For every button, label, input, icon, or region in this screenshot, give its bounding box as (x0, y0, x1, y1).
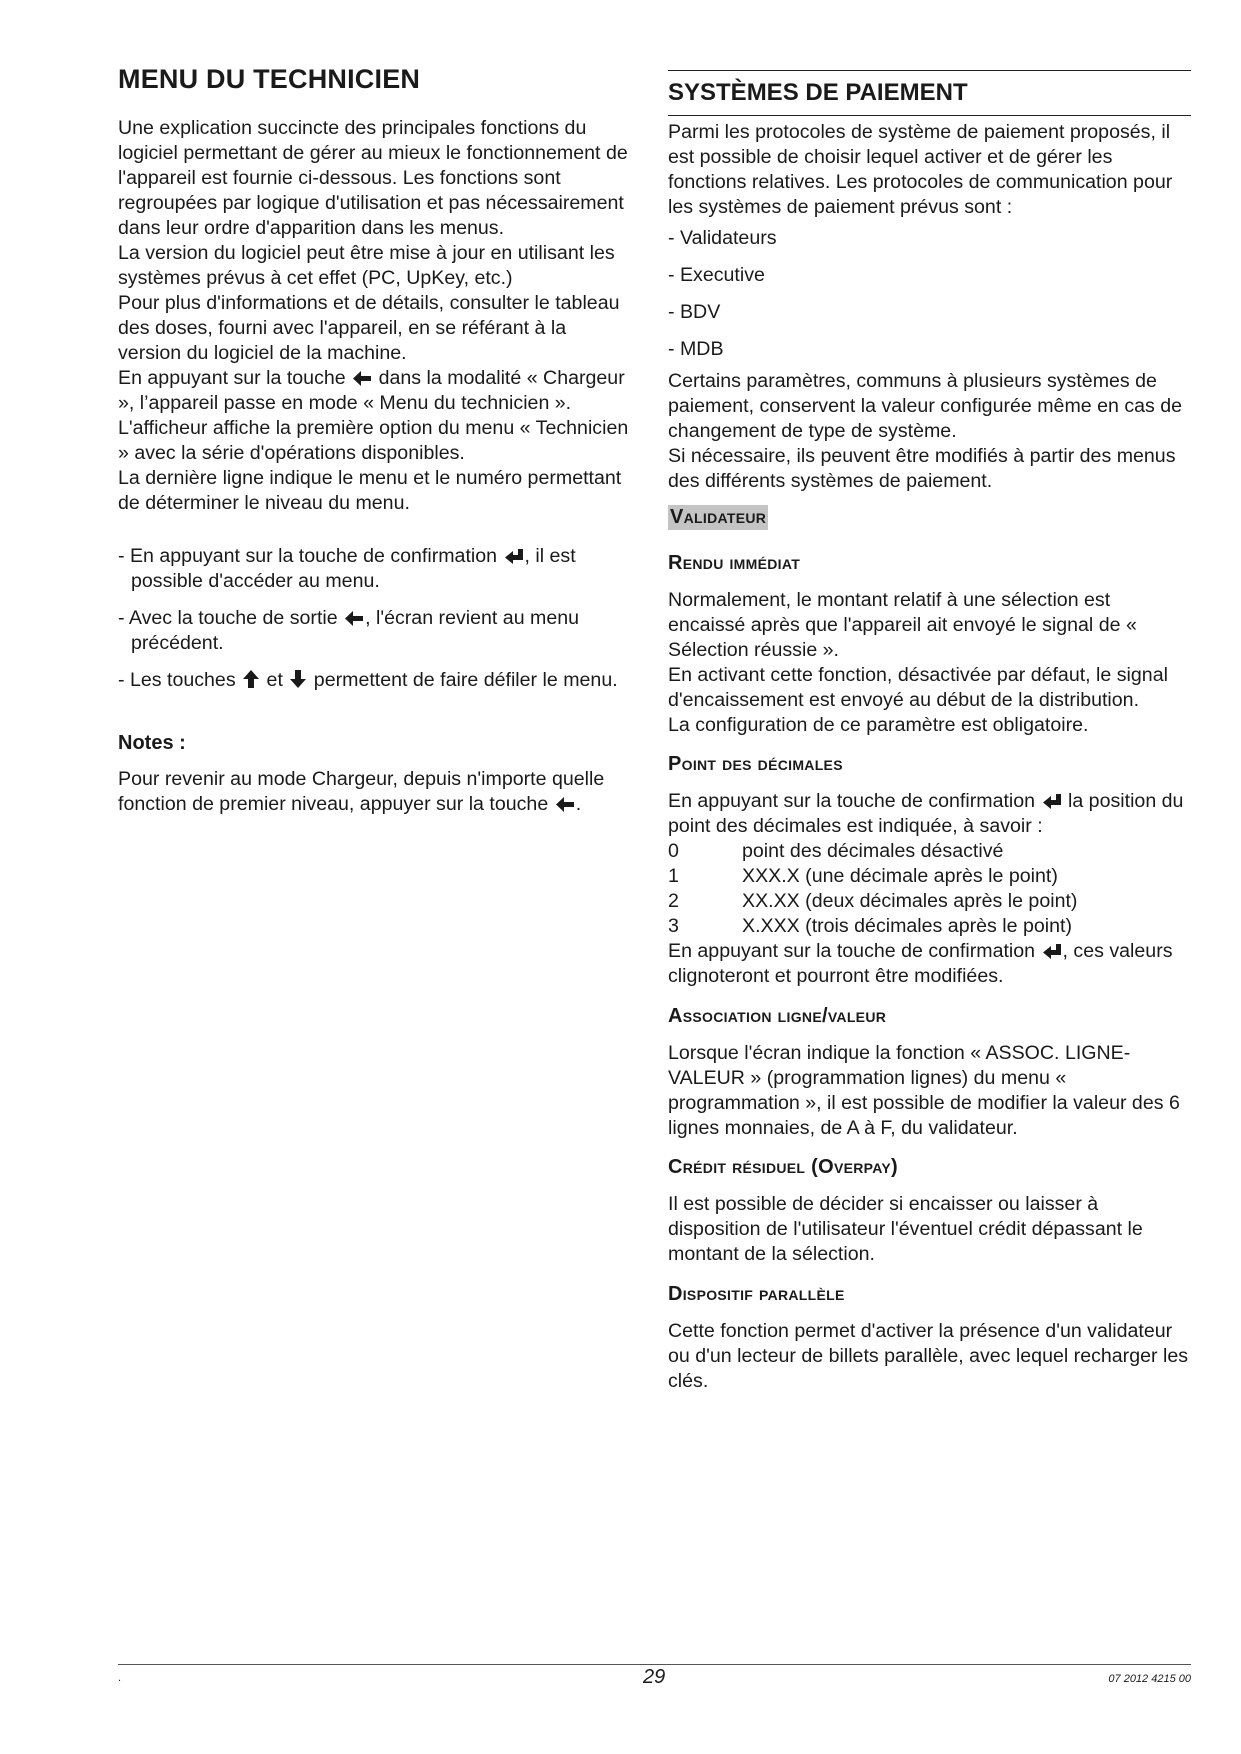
derniere-ligne-paragraph: La dernière ligne indique le menu et le numéro permettant de déterminer le niveau du menu. (118, 467, 622, 514)
decimal-row (668, 889, 1191, 914)
text: , il est possible d'accéder au menu. (131, 545, 576, 592)
notes-block (118, 731, 630, 817)
back-arrow-icon (352, 370, 372, 387)
text: - Avec la touche de sortie (118, 607, 338, 629)
params-paragraph: Certains paramètres, communs à plusieurs systèmes de paiement, conservent la valeur configurée même en cas de changement de type de système. (668, 370, 1183, 442)
document-code: 07 2012 4215 00 (1108, 1673, 1191, 1685)
page-number: 29 (643, 1666, 666, 1688)
bullet-exit (118, 606, 630, 656)
afficheur-paragraph: L'afficheur affiche la première option du menu « Technicien » avec la série d'opérations disponibles. (118, 417, 629, 464)
paragraph: La configuration de ce paramètre est obligatoire. (668, 714, 1089, 736)
rendu-immediat-body (668, 588, 1191, 738)
decimal-number: 2 (668, 890, 679, 912)
text: dans la modalité « Chargeur », l’appareil passe en mode « Menu du technicien ». (118, 367, 625, 414)
point-decimales-body (668, 789, 1191, 989)
list-item: - MDB (668, 338, 724, 360)
paragraph: Cette fonction permet d'activer la présence d'un validateur ou d'un lecteur de billets parallèle, avec lequel recharger les clés. (668, 1320, 1189, 1392)
credit-residuel-body (668, 1192, 1191, 1267)
decimal-number: 0 (668, 840, 679, 862)
back-arrow-icon (555, 796, 575, 813)
credit-residuel-section (668, 1155, 1191, 1180)
bullet-scroll (118, 668, 630, 693)
list-row (668, 300, 1191, 325)
list-item: - Executive (668, 264, 765, 286)
text: permettent de faire défiler le menu. (313, 669, 618, 691)
enter-icon (1042, 943, 1062, 960)
list-row (668, 337, 1191, 362)
paragraph (668, 789, 1191, 839)
dispositif-body (668, 1319, 1191, 1394)
subsection-title: Dispositif parallèle (668, 1283, 845, 1305)
point-decimales-section (668, 752, 1191, 777)
intro-block (118, 116, 630, 516)
params-block (668, 369, 1191, 494)
decimal-row (668, 864, 1191, 889)
section-header-paiement (668, 70, 1191, 116)
association-body (668, 1041, 1191, 1141)
intro-paragraph: Une explication succincte des principales fonctions du logiciel permettant de gérer au mieux le fonctionnement de l'appareil est fournie ci-dessous. Les fonctions sont regroupées par logique d'utilisation et pas nécessairement dans leur ordre d'apparition dans les menus. (118, 117, 628, 239)
rendu-immediat-section (668, 551, 1191, 576)
paragraph: Il est possible de décider si encaisser ou laisser à disposition de l'utilisateur l'éventuel crédit dépassant le montant de la sélection. (668, 1193, 1143, 1265)
notes-paragraph (118, 767, 630, 817)
dispositif-section (668, 1282, 1191, 1307)
footer-divider (118, 1664, 1191, 1665)
section-title-menu-technicien: MENU DU TECHNICIEN (118, 64, 421, 94)
back-arrow-icon (344, 610, 364, 627)
intro-paragraph: La version du logiciel peut être mise à jour en utilisant les systèmes prévus à cet effet (PC, UpKey, etc.) (118, 242, 615, 289)
decimal-row (668, 839, 1191, 864)
footer-dot: . (118, 1672, 122, 1684)
section-title-systemes-paiement: SYSTÈMES DE PAIEMENT (668, 79, 968, 106)
validateur-heading (668, 505, 1191, 530)
list-item: - BDV (668, 301, 721, 323)
decimal-number: 3 (668, 915, 679, 937)
list-row (668, 263, 1191, 288)
params-paragraph: Si nécessaire, ils peuvent être modifiés à partir des menus des différents systèmes de paiement. (668, 445, 1176, 492)
text: En appuyant sur la touche (118, 367, 346, 389)
text: la position du point des décimales est indiquée, à savoir : (668, 790, 1184, 837)
list-item: - Validateurs (668, 227, 777, 249)
paragraph (668, 939, 1191, 989)
decimal-text: X.XXX (trois décimales après le point) (742, 915, 1072, 937)
down-arrow-icon (289, 669, 307, 689)
text: . (575, 793, 582, 815)
intro-paragraph: Pour plus d'informations et de détails, consulter le tableau des doses, fourni avec l'appareil, en se référant à la version du logiciel de la machine. (118, 292, 620, 364)
up-arrow-icon (242, 669, 260, 689)
decimal-text: XX.XX (deux décimales après le point) (742, 890, 1078, 912)
enter-icon (1042, 793, 1062, 810)
validateur-label: Validateur (670, 506, 767, 528)
association-section (668, 1004, 1191, 1029)
chargeur-paragraph (118, 366, 630, 416)
text: En appuyant sur la touche de confirmation (668, 940, 1036, 962)
text: - En appuyant sur la touche de confirmation (118, 545, 498, 567)
bullet-confirm (118, 544, 630, 594)
text: et (266, 669, 283, 691)
enter-icon (504, 548, 524, 565)
intro-paragraph: Parmi les protocoles de système de paiement proposés, il est possible de choisir lequel activer et de gérer les fonctions relatives. Les protocoles de communication pour les systèmes de paiement prévus sont : (668, 121, 1173, 218)
decimal-row (668, 914, 1191, 939)
paragraph: Normalement, le montant relatif à une sélection est encaissé après que l'appareil ait envoyé le signal de « Sélection réussie ». (668, 589, 1137, 661)
text: En appuyant sur la touche de confirmation (668, 790, 1036, 812)
subsection-title: Point des décimales (668, 753, 843, 775)
decimal-number: 1 (668, 865, 679, 887)
subsection-title: Rendu immédiat (668, 552, 801, 574)
subsection-title: Association ligne/valeur (668, 1005, 887, 1027)
decimal-text: XXX.X (une décimale après le point) (742, 865, 1058, 887)
notes-title: Notes : (118, 732, 186, 754)
subsection-title: Crédit résiduel (Overpay) (668, 1156, 898, 1178)
text: , l'écran revient au menu précédent. (131, 607, 580, 654)
paiement-intro (668, 120, 1191, 220)
paragraph: Lorsque l'écran indique la fonction « ASSOC. LIGNE-VALEUR » (programmation lignes) du menu « programmation », il est possible de modifier la valeur des 6 lignes monnaies, de A à F, du validateur. (668, 1042, 1180, 1139)
text: - Les touches (118, 669, 236, 691)
text: , ces valeurs clignoteront et pourront être modifiées. (668, 940, 1173, 987)
protocol-list (668, 226, 1191, 251)
decimal-text: point des décimales désactivé (742, 840, 1004, 862)
text: Pour revenir au mode Chargeur, depuis n'importe quelle fonction de premier niveau, appuyer sur la touche (118, 768, 605, 815)
paragraph: En activant cette fonction, désactivée par défaut, le signal d'encaissement est envoyé au début de la distribution. (668, 664, 1168, 711)
